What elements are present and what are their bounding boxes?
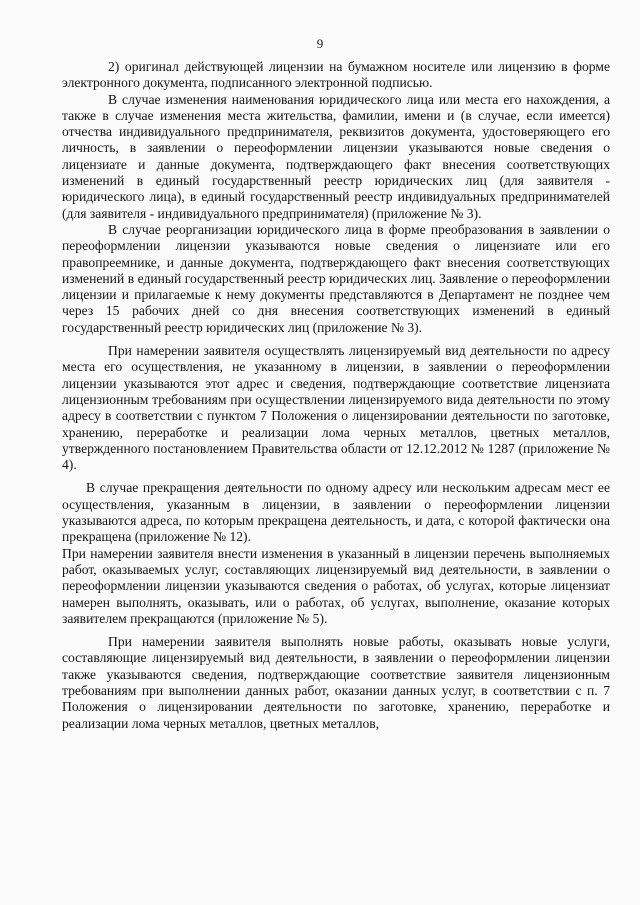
paragraph-original-license: 2) оригинал действующей лицензии на бумажном носителе или лицензию в форме электронного документа, подписанного электронной подписью. — [62, 59, 610, 91]
paragraph-works-change: При намерении заявителя внести изменения в указанный в лицензии перечень выполняемых работ, оказываемых услуг, составляющих лицензируемый вид деятельности, в заявлении о переоформлении лицензии указываются сведения о работах, об услугах, которые лицензиат намерен выполнять, оказывать, или о работах, об услугах, выполнение, оказание которых заявителем прекращаются (приложение № 5). — [62, 545, 610, 626]
paragraph-name-change: В случае изменения наименования юридического лица или места его нахождения, а также в случае изменения места жительства, фамилии, имени и (в случае, если имеется) отчества индивидуального предпринимателя, реквизитов документа, удостоверяющего его личность, в заявлении о переоформлении лицензии указываются новые сведения о лицензиате и данные документа, подтверждающего факт внесения соответствующих изменений в единый государственный реестр юридических лиц (для заявителя - юридического лица), в единый государственный реестр индивидуальных предпринимателей (для заявителя - индивидуального предпринимателя) (приложение № 3). — [62, 91, 610, 221]
document-body — [62, 59, 610, 732]
paragraph-new-works: При намерении заявителя выполнять новые работы, оказывать новые услуги, составляющие лицензируемый вид деятельности, в заявлении о переоформлении лицензии также указываются сведения, подтверждающие соответствие заявителя лицензионным требованиям при выполнении данных работ, оказании данных услуг, в соответствии с п. 7 Положения о лицензировании деятельности по заготовке, хранению, переработке и реализации лома черных металлов, цветных металлов, — [62, 634, 610, 731]
paragraph-reorganization: В случае реорганизации юридического лица в форме преобразования в заявлении о переоформлении лицензии указываются новые сведения о лицензиате или его правопреемнике, и данные документа, подтверждающего факт внесения соответствующих изменений в единый государственный реестр юридических лиц. Заявление о переоформлении лицензии и прилагаемые к нему документы представляются в Департамент не позднее чем через 15 рабочих дней со дня внесения соответствующих изменений в единый государственный реестр юридических лиц (приложение № 3). — [62, 221, 610, 335]
page-number: 9 — [316, 36, 324, 51]
paragraph-termination: В случае прекращения деятельности по одному адресу или нескольким адресам мест ее осуществления, указанным в лицензии, в заявлении о переоформлении лицензии указываются адреса, по которым прекращена деятельность, и дата, с которой фактически она прекращена (приложение № 12). — [62, 480, 610, 545]
paragraph-new-address: При намерении заявителя осуществлять лицензируемый вид деятельности по адресу места его осуществления, не указанному в лицензии, в заявлении о переоформлении лицензии указываются этот адрес и сведения, подтверждающие соответствие лицензиата лицензионным требованиям при осуществлении лицензируемого вида деятельности по этому адресу в соответствии с пунктом 7 Положения о лицензировании деятельности по заготовке, хранению, переработке и реализации лома черных металлов, цветных металлов, утвержденного постановлением Правительства области от 12.12.2012 № 1287 (приложение № 4). — [62, 343, 610, 473]
